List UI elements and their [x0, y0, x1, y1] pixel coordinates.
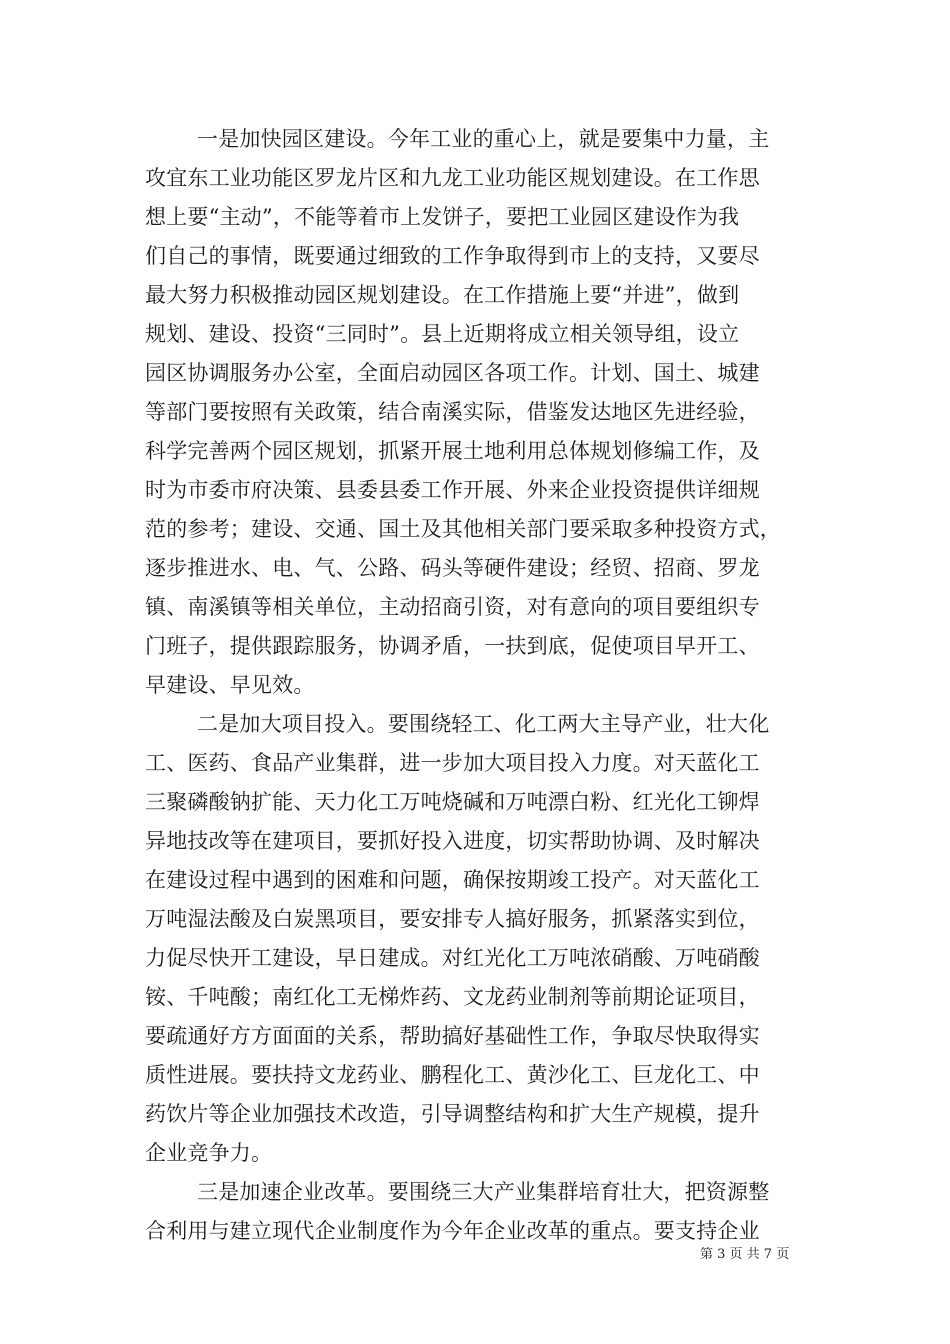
text-line: 规划、建设、投资“三同时”。县上近期将成立相关领导组，设立: [145, 322, 740, 346]
text-line: 最大努力积极推动园区规划建设。在工作措施上要“并进”，做到: [145, 283, 740, 307]
text-line: 工、医药、食品产业集群，进一步加大项目投入力度。对天蓝化工: [145, 751, 760, 775]
text-line: 要疏通好方方面面的关系，帮助搞好基础性工作，争取尽快取得实: [145, 1024, 760, 1048]
text-line: 早建设、早见效。: [145, 673, 315, 697]
text-line: 镇、南溪镇等相关单位，主动招商引资，对有意向的项目要组织专: [145, 595, 760, 619]
text-line: 药饮片等企业加强技术改造，引导调整结构和扩大生产规模，提升: [145, 1102, 760, 1126]
text-line: 范的参考；建设、交通、国土及其他相关部门要采取多种投资方式，: [145, 517, 781, 541]
text-line: 在建设过程中遇到的困难和问题，确保按期竣工投产。对天蓝化工: [145, 868, 760, 892]
text-line: 企业竞争力。: [145, 1141, 273, 1165]
page-number: 第 3 页 共 7 页: [700, 1247, 790, 1262]
text-line: 逐步推进水、电、气、公路、码头等硬件建设；经贸、招商、罗龙: [145, 556, 760, 580]
text-line: 等部门要按照有关政策，结合南溪实际，借鉴发达地区先进经验，: [145, 400, 760, 424]
text-line: 科学完善两个园区规划，抓紧开展土地利用总体规划修编工作，及: [145, 439, 760, 463]
text-line: 园区协调服务办公室，全面启动园区各项工作。计划、国土、城建: [145, 361, 760, 385]
text-line: 合利用与建立现代企业制度作为今年企业改革的重点。要支持企业: [145, 1219, 760, 1243]
text-line: 二是加大项目投入。要围绕轻工、化工两大主导产业，壮大化: [197, 712, 770, 736]
text-line: 异地技改等在建项目，要抓好投入进度，切实帮助协调、及时解决: [145, 829, 760, 853]
text-line: 质性进展。要扶持文龙药业、鹏程化工、黄沙化工、巨龙化工、中: [145, 1063, 760, 1087]
text-line: 想上要“主动”，不能等着市上发饼子，要把工业园区建设作为我: [145, 205, 740, 229]
text-line: 攻宜东工业功能区罗龙片区和九龙工业功能区规划建设。在工作思: [145, 166, 760, 190]
text-line: 门班子，提供跟踪服务，协调矛盾，一扶到底，促使项目早开工、: [145, 634, 760, 658]
text-line: 一是加快园区建设。今年工业的重心上，就是要集中力量，主: [197, 127, 770, 151]
document-body: [145, 120, 815, 1251]
text-line: 们自己的事情，既要通过细致的工作争取得到市上的支持，又要尽: [145, 244, 760, 268]
text-line: 三聚磷酸钠扩能、天力化工万吨烧碱和万吨漂白粉、红光化工铆焊: [145, 790, 760, 814]
text-line: 万吨湿法酸及白炭黑项目，要安排专人搞好服务，抓紧落实到位，: [145, 907, 760, 931]
text-line: 力促尽快开工建设，早日建成。对红光化工万吨浓硝酸、万吨硝酸: [145, 946, 760, 970]
text-line: 铵、千吨酸；南红化工无梯炸药、文龙药业制剂等前期论证项目，: [145, 985, 760, 1009]
text-line: 三是加速企业改革。要围绕三大产业集群培育壮大，把资源整: [197, 1180, 770, 1204]
text-line: 时为市委市府决策、县委县委工作开展、外来企业投资提供详细规: [145, 478, 760, 502]
